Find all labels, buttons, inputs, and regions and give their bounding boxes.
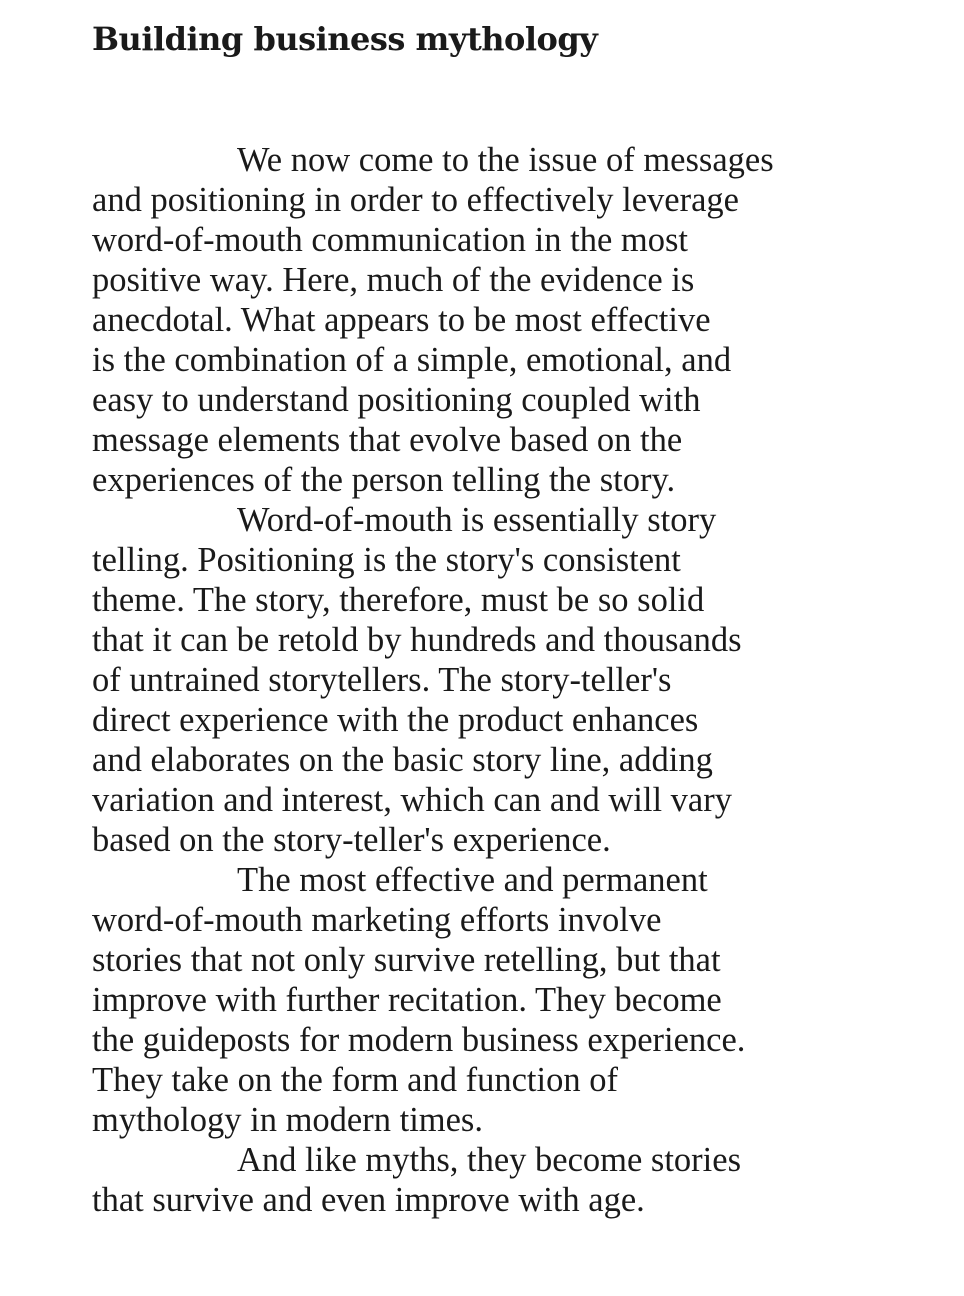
- paragraph-1: [92, 140, 892, 500]
- text-line: And like myths, they become stories: [237, 1141, 741, 1179]
- text-line: The most effective and permanent: [237, 861, 708, 899]
- text-line: telling. Positioning is the story's consistent: [92, 541, 681, 579]
- page-title: Building business mythology: [92, 20, 598, 58]
- text-line: and elaborates on the basic story line, adding: [92, 741, 713, 779]
- text-line: variation and interest, which can and will vary: [92, 781, 732, 819]
- text-line: is the combination of a simple, emotional, and: [92, 341, 732, 379]
- text-line: anecdotal. What appears to be most effective: [92, 301, 711, 339]
- text-line: improve with further recitation. They become: [92, 981, 722, 1019]
- text-line: direct experience with the product enhances: [92, 701, 699, 739]
- text-line: mythology in modern times.: [92, 1101, 483, 1139]
- text-line: easy to understand positioning coupled with: [92, 381, 701, 419]
- text-line: and positioning in order to effectively leverage: [92, 181, 739, 219]
- text-line: stories that not only survive retelling, but that: [92, 941, 721, 979]
- text-line: of untrained storytellers. The story-teller's: [92, 661, 672, 699]
- text-line: message elements that evolve based on the: [92, 421, 683, 459]
- body-text: [92, 140, 892, 1220]
- text-line: experiences of the person telling the story.: [92, 461, 676, 499]
- text-line: word-of-mouth marketing efforts involve: [92, 901, 662, 939]
- text-line: theme. The story, therefore, must be so solid: [92, 581, 705, 619]
- text-line: the guideposts for modern business experience.: [92, 1021, 746, 1059]
- text-line: We now come to the issue of messages: [237, 141, 774, 179]
- paragraph-3: [92, 860, 892, 1140]
- document-page: [92, 18, 892, 1219]
- text-line: positive way. Here, much of the evidence is: [92, 261, 695, 299]
- text-line: that survive and even improve with age.: [92, 1181, 645, 1219]
- text-line: They take on the form and function of: [92, 1061, 618, 1099]
- paragraph-2: [92, 500, 892, 860]
- text-line: word-of-mouth communication in the most: [92, 221, 688, 259]
- text-line: Word-of-mouth is essentially story: [237, 501, 717, 539]
- paragraph-4: [92, 1140, 892, 1220]
- text-line: based on the story-teller's experience.: [92, 821, 611, 859]
- text-line: that it can be retold by hundreds and thousands: [92, 621, 742, 659]
